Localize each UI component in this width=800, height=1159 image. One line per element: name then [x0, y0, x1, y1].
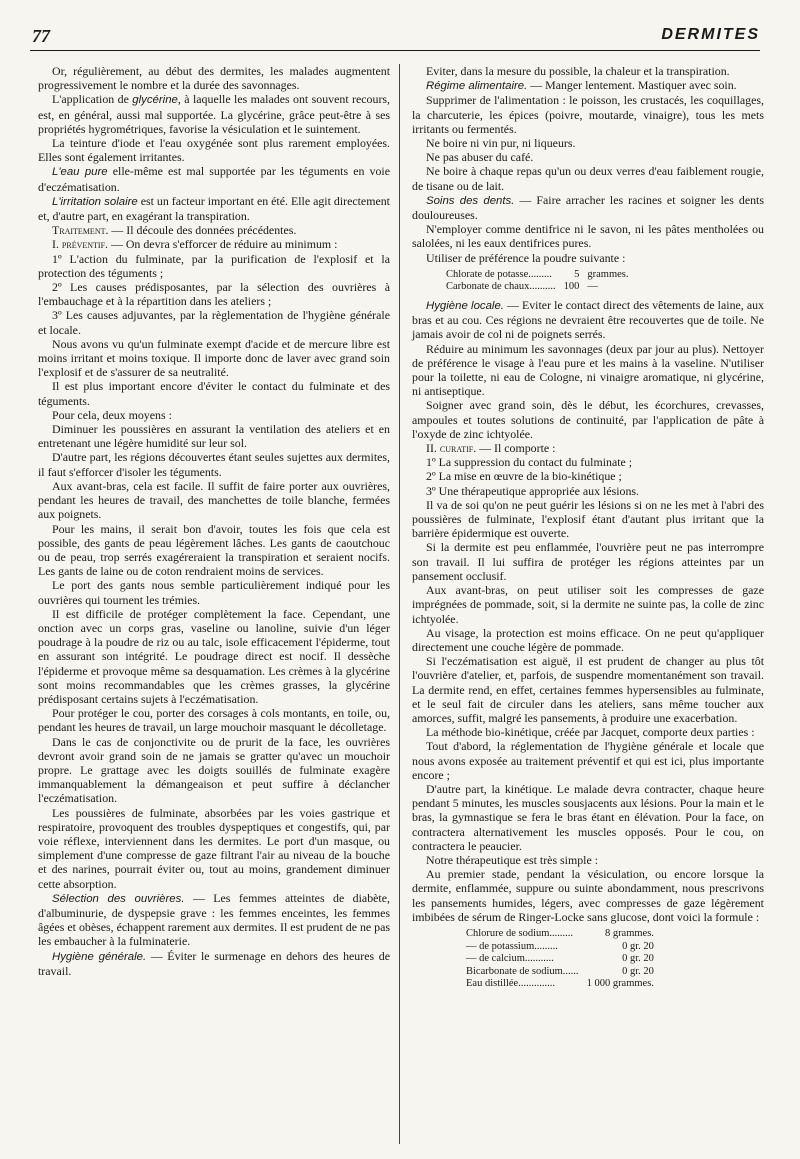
paragraph: Tout d'abord, la réglementation de l'hygiène générale et locale que nous avons exposée au traitement préventif et qui est ici, plus importante encore ; [412, 739, 764, 782]
paragraph: Or, régulièrement, au début des dermites, les malades augmentent progressivement le nombre et la durée des savonnages. [38, 64, 390, 93]
paragraph: Le port des gants nous semble particulièrement indiqué pour les ouvrières qui tournent les trémies. [38, 578, 390, 607]
paragraph: Sélection des ouvrières. — Les femmes atteintes de diabète, d'albuminurie, de dyspepsie grave : les femmes enceintes, les femmes âgées et obèses, échappent rarement aux dermites. Il est prudent de ne pas les embaucher à la fulminaterie. [38, 890, 390, 949]
table-row: Chlorate de potasse......... 5 grammes. [446, 268, 629, 280]
right-column [412, 64, 764, 991]
paragraph: La teinture d'iode et l'eau oxygénée sont plus rarement employées. Elles sont également irritantes. [38, 136, 390, 165]
paragraph: Diminuer les poussières en assurant la ventilation des ateliers et en entretenant une légère humidité sur leur sol. [38, 422, 390, 451]
paragraph: Au premier stade, pendant la vésiculation, ou encore lorsque la dermite, enflammée, suppure ou suinte abondamment, nous prescrivons les pansements humides, légers, avec compresses de gaze légèrement imbibées de sérum de Ringer-Locke sans glucose, dont voici la formule : [412, 867, 764, 924]
paragraph: Pour protéger le cou, porter des corsages à cols montants, en toile, ou, pendant les heures de travail, un large mouchoir masquant le décolletage. [38, 706, 390, 735]
list-item: 1º La suppression du contact du fulminate ; [426, 455, 633, 470]
paragraph: Notre thérapeutique est très simple : [426, 852, 599, 867]
paragraph: Nous avons vu qu'un fulminate exempt d'acide et de mercure libre est moins irritant et moins toxique. Il importe donc de laver avec grand soin l'explosif et de s'assurer de sa neutralité. [38, 336, 390, 380]
table-row: Bicarbonate de sodium...... 0 gr. 20 [466, 965, 654, 977]
paragraph: Hygiène locale. — Eviter le contact direct des vêtements de laine, aux bras et au cou. Ces régions ne devraient être recouvertes que de toile. Ne jamais avoir de col ni de poignets serrés. [412, 298, 764, 342]
left-column [38, 64, 390, 978]
section-heading: Traitement. — Il découle des données précédentes. [52, 223, 297, 238]
paragraph: Si la dermite est peu enflammée, l'ouvrière peut ne pas interrompre son travail. Il lui suffira de protéger les régions atteintes par un pansement occlusif. [412, 540, 764, 583]
paragraph: Soins des dents. — Faire arracher les racines et soigner les dents douloureuses. [412, 192, 764, 223]
paragraph: Il est difficile de protéger complètement la face. Cependant, une onction avec un corps gras, vaseline ou lanoline, suivie d'un léger poudrage à la poudre de riz ou au talc, isole efficacement l'épiderme, tout en assurant son intégrité. Le poudrage direct est nocif. Il dessèche l'épiderme et provoque même sa desquamation. Les crèmes à la glycérine sont moins recommandables que les crèmes grasses, la glycérine prédisposant certains sujets à l'eczématisation. [38, 606, 390, 706]
list-item: 2º Les causes prédisposantes, par la sélection des ouvrières à l'embauchage et à la répartition dans les ateliers ; [38, 280, 390, 309]
paragraph: Hygiène générale. — Éviter le surmenage en dehors des heures de travail. [38, 948, 390, 978]
paragraph: Si l'eczématisation est aiguë, il est prudent de changer au plus tôt l'ouvrière d'atelier, et, parfois, de suspendre momentanément son travail. La dermite rend, en effet, certaines femmes hypersensibles au fulminate, et le seul fait de circuler dans les ateliers, sans même toucher aux amorces, suffit, malgré les pansements, à produire une exacerbation. [412, 654, 764, 725]
running-head: DERMITES [661, 26, 760, 43]
paragraph: Régime alimentaire. — Manger lentement. Mastiquer avec soin. [426, 78, 737, 93]
paragraph: La méthode bio-kinétique, créée par Jacquet, comporte deux parties : [426, 725, 755, 740]
powder-formula-table [442, 269, 633, 294]
list-item: 1º L'action du fulminate, par la purification de l'explosif et la protection des téguments ; [38, 251, 390, 280]
paragraph: Pour les mains, il serait bon d'avoir, toutes les fois que cela est possible, des gants de peau légèrement lâches. Les gants de caoutchouc ou de peau, trop serrés exagéreraient la transpiration et seraient nocifs. Les gants de laine ou de coton rendraient moins de services. [38, 521, 390, 579]
table-row: Chlorure de sodium......... 8 grammes. [466, 927, 654, 939]
table-row: Eau distillée.............. 1 000 grammes. [466, 978, 654, 990]
column-divider [399, 64, 400, 1144]
paragraph: D'autre part, la kinétique. Le malade devra contracter, chaque heure pendant 5 minutes, les muscles sousjacents aux lésions. Pour la main et le bras, la gymnastique se fera le bras étant en élévation. Pour la face, on contractera alternativement les muscles opposés. Pour le cou, on contractera le peaucier. [412, 781, 764, 853]
paragraph: Les poussières de fulminate, absorbées par les voies gastrique et respiratoire, provoquent des troubles dyspeptiques et congestifs, qui, par voie réflexe, interviennent dans les dermites. Le port d'un masque, ou simplement d'une compresse de gaze filtrant l'air au niveau de la bouche et des narines, pourrait éviter ou, tout au moins, grandement diminuer cette absorption. [38, 805, 390, 891]
paragraph: Soigner avec grand soin, dès le début, les écorchures, crevasses, ampoules et toutes solutions de continuité, par l'application de pâte à l'oxyde de zinc ichtyolée. [412, 398, 764, 441]
paragraph: Ne boire ni vin pur, ni liqueurs. [426, 136, 576, 151]
paragraph: L'eau pure elle-même est mal supportée par les téguments en voie d'eczématisation. [38, 164, 391, 194]
paragraph: L'application de glycérine, à laquelle les malades ont souvent recours, est, en général, aussi mal supportée. La glycérine, grâce peut-être à ses propriétés hygrométriques, favorise la vésiculation et le suintement. [38, 92, 390, 136]
list-item: 3º Les causes adjuvantes, par la règlementation de l'hygiène générale et locale. [38, 308, 390, 337]
list-item: 3º Une thérapeutique appropriée aux lésions. [426, 483, 640, 498]
serum-formula-table [462, 928, 658, 991]
page-number: 77 [32, 26, 50, 46]
paragraph: Ne boire à chaque repas qu'un ou deux verres d'eau faiblement rougie, de tisane ou de lait. [412, 164, 764, 193]
table-row: — de calcium........... 0 gr. 20 [466, 953, 654, 965]
paragraph: Ne pas abuser du café. [426, 150, 534, 165]
paragraph: Il est plus important encore d'éviter le contact du fulminate et des téguments. [38, 379, 390, 408]
paragraph: Il va de soi qu'on ne peut guérir les lésions si on ne les met à l'abri des poussières de fulminate, l'explosif étant d'autant plus irritant que la barrière épidermique est ouverte. [412, 497, 764, 541]
paragraph: Au visage, la protection est moins efficace. On ne peut qu'appliquer directement une couche légère de pommade. [412, 625, 764, 654]
table-row: — de potassium......... 0 gr. 20 [466, 940, 654, 952]
paragraph: Eviter, dans la mesure du possible, la chaleur et la transpiration. [426, 64, 730, 78]
paragraph: Utiliser de préférence la poudre suivante : [426, 250, 626, 265]
list-item: 2º La mise en œuvre de la bio-kinétique ; [426, 469, 622, 484]
paragraph: Réduire au minimum les savonnages (deux par jour au plus). Nettoyer de préférence le visage à l'eau pure et les mains à la vaseline. N'utiliser pour la toilette, ni eau de Cologne, ni vinaigre aromatique, ni glycérine, ni antiseptique. [412, 341, 764, 399]
paragraph: L'irritation solaire est un facteur important en été. Elle agit directement et, d'autre part, en exagérant la transpiration. [38, 193, 390, 224]
paragraph: N'employer comme dentifrice ni le savon, ni les pâtes mentholées ou salolées, ni les eaux dentifrices pures. [412, 222, 764, 251]
paragraph: Dans le cas de conjonctivite ou de prurit de la face, les ouvrières devront avoir grand soin de ne jamais se gratter qu'avec un mouchoir propre. Le grattage avec les doigts souillés de fulminate exagère immanquablement la démangeaison et peut suffire à déclancher l'eczématisation. [38, 734, 390, 806]
section-heading: I. préventif. — On devra s'efforcer de réduire au minimum : [52, 237, 338, 252]
paragraph: D'autre part, les régions découvertes étant seules sujettes aux dermites, il faut s'efforcer d'isoler les téguments. [38, 450, 390, 479]
section-heading: II. curatif. — Il comporte : [426, 441, 556, 456]
paragraph: Pour cela, deux moyens : [52, 407, 172, 422]
paragraph: Aux avant-bras, on peut utiliser soit les compresses de gaze imprégnées de pommade, soit, si la dermite ne suinte pas, la colle de zinc ichtyolée. [412, 583, 764, 626]
table-row: Carbonate de chaux.......... 100 — [446, 281, 598, 293]
paragraph: Supprimer de l'alimentation : le poisson, les crustacés, les coquillages, la charcuterie, les épices (poivre, moutarde, vinaigre), tous les mets irritants ou fermentés. [412, 93, 764, 136]
page-header [30, 22, 760, 51]
paragraph: Aux avant-bras, cela est facile. Il suffit de faire porter aux ouvrières, pendant les heures de travail, des manchettes de toile blanche, fermées aux poignets. [38, 478, 390, 522]
